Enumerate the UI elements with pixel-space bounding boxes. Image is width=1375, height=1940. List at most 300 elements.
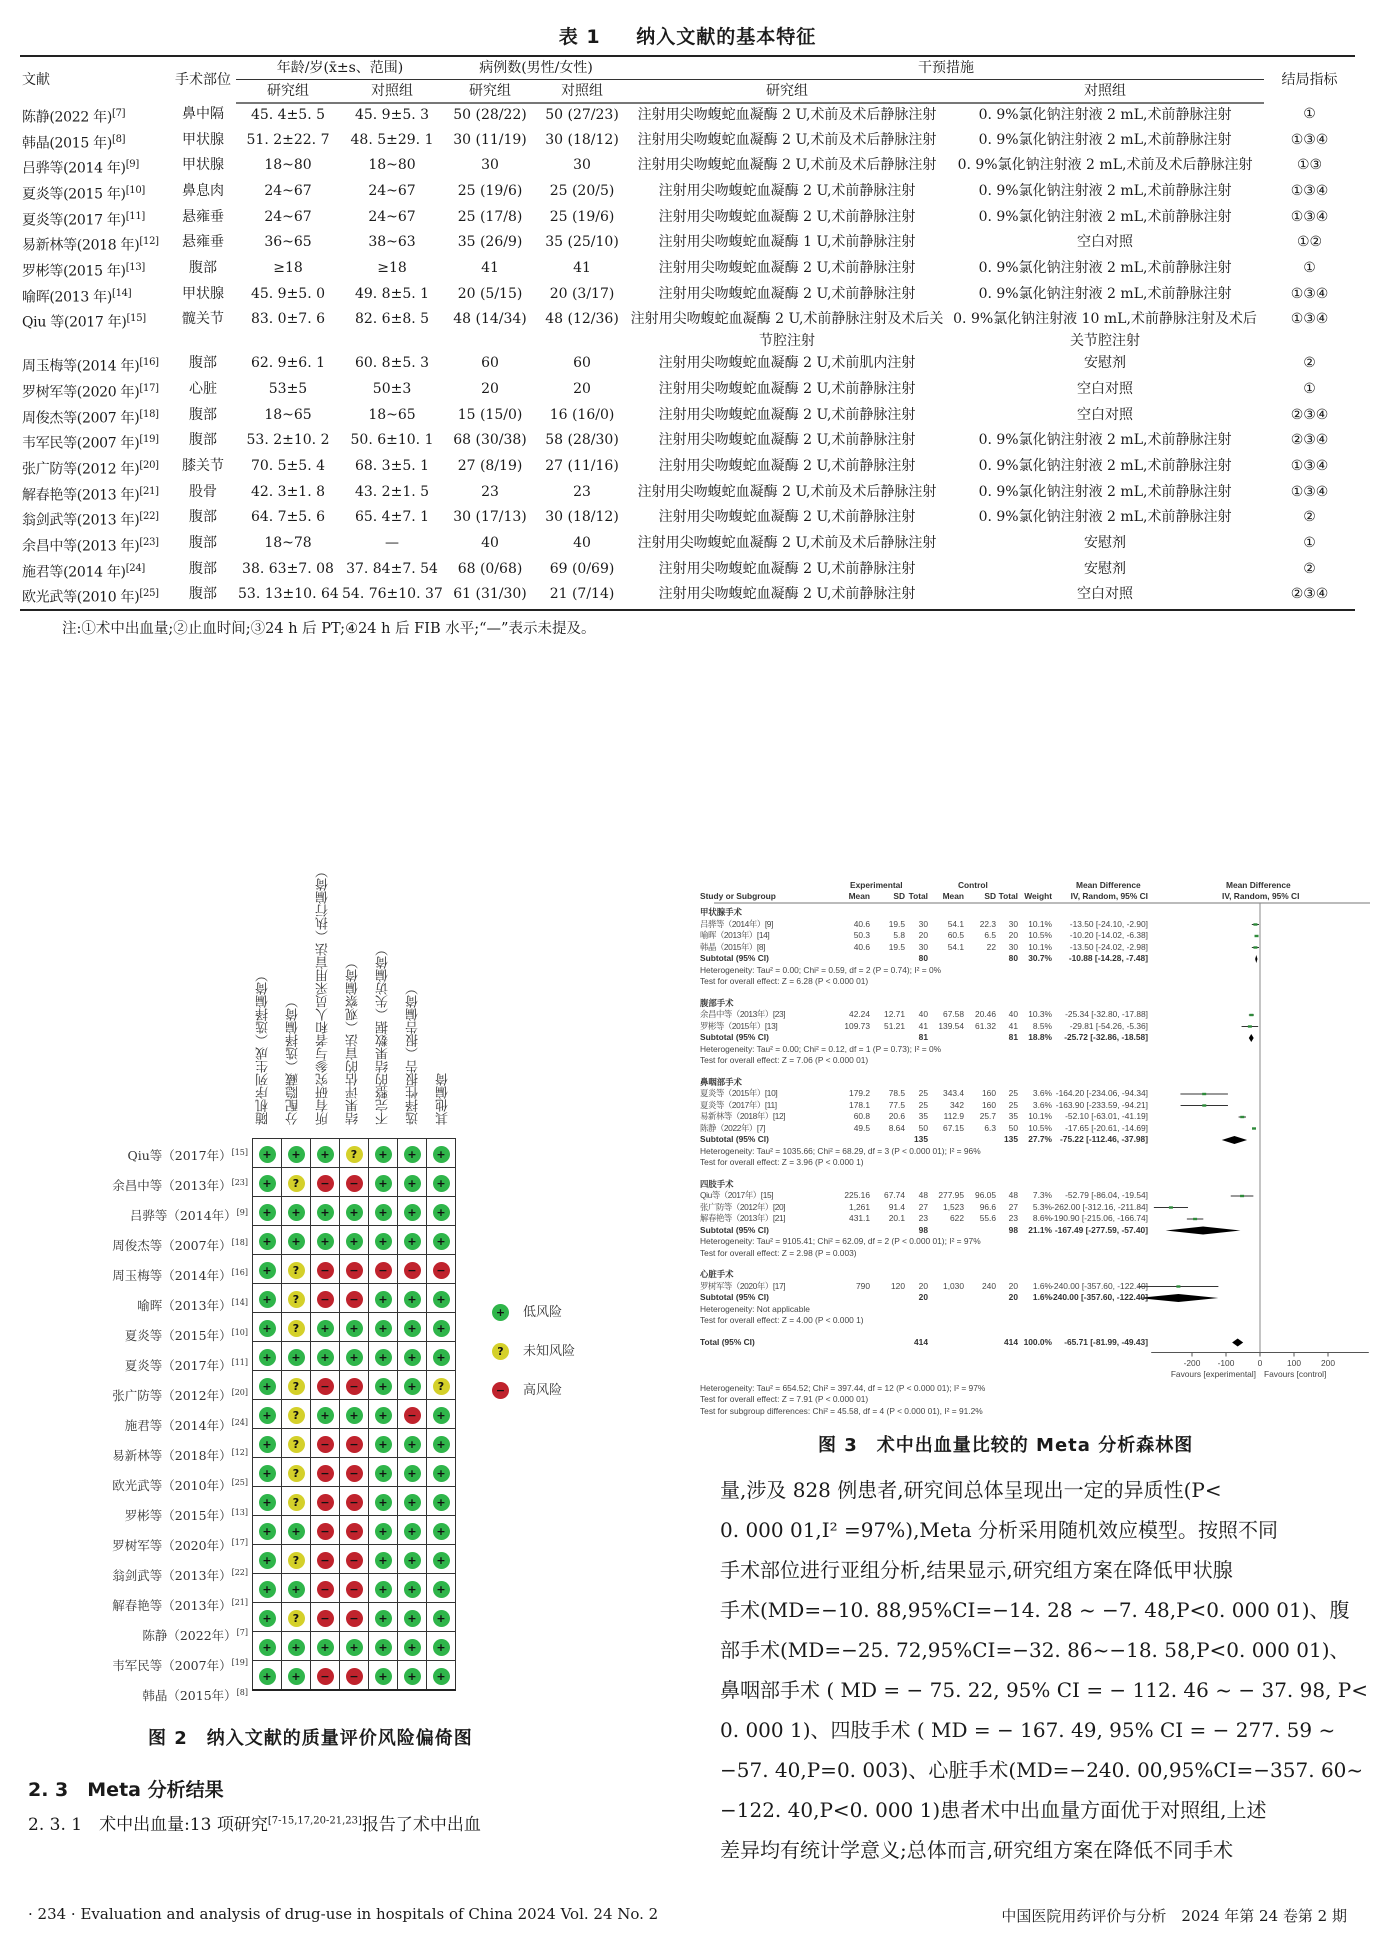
study-esd: 67.74 [884, 1190, 905, 1200]
unclear-risk-icon: ? [433, 1378, 450, 1395]
subtotal-ci: -240.00 [-357.60, -122.40] [1050, 1292, 1148, 1302]
subtotal-exp-total: 135 [914, 1134, 928, 1144]
study-label [40, 1378, 248, 1408]
cell-age-s: 42. 3±1. 8 [250, 483, 326, 500]
rob-cell [253, 1139, 282, 1168]
low-risk-icon: + [259, 1552, 276, 1569]
study-cm: 277.95 [938, 1190, 964, 1200]
rob-cell [427, 1458, 456, 1487]
ref-text: 夏炎等(2017 年) [22, 212, 126, 229]
header-cases-study: 研究组 [444, 80, 536, 104]
study-cm: 343.4 [943, 1088, 964, 1098]
study-csd: 160 [982, 1088, 996, 1098]
table-row [20, 558, 1355, 584]
rob-cell [398, 1342, 427, 1371]
study-em: 40.6 [853, 941, 870, 952]
study-cm: 54.1 [947, 918, 964, 929]
table-row [20, 404, 1355, 430]
cell-int-s: 注射用尖吻蝮蛇血凝酶 2 U,术前及术后静脉注射 [637, 131, 937, 148]
rob-cell [369, 1313, 398, 1342]
study-point [1255, 935, 1259, 937]
cell-age-c: 38~63 [368, 234, 416, 251]
cell-ref [20, 404, 170, 430]
cell-age-c: ≥18 [377, 259, 407, 276]
table-row [20, 583, 1355, 610]
rob-cell [398, 1371, 427, 1400]
study-esd: 5.8 [893, 930, 905, 940]
rob-row [253, 1429, 456, 1458]
study-cite: [20] [231, 1388, 248, 1397]
study-csd: 6.3 [984, 1122, 996, 1133]
cell-ref [20, 455, 170, 481]
header-int-control: 对照组 [946, 80, 1264, 104]
study-esd: 91.4 [888, 1201, 905, 1212]
study-cite: [9] [236, 1208, 248, 1217]
rob-cell [398, 1313, 427, 1342]
low-risk-icon: + [346, 1204, 363, 1221]
cell-n-s: 50 (28/22) [453, 107, 527, 123]
rob-cell [427, 1371, 456, 1400]
ref-text: 翁剑武等(2013 年) [22, 512, 140, 529]
total-label: Total (95% CI) [700, 1336, 755, 1347]
study-esd: 120 [891, 1280, 905, 1291]
study-en: 50 [918, 1122, 928, 1133]
study-cm: 342 [950, 1099, 964, 1110]
low-risk-icon: + [346, 1320, 363, 1337]
high-risk-icon: − [317, 1523, 334, 1540]
subtotal-weight: 18.8% [1028, 1032, 1052, 1042]
rob-cell [369, 1603, 398, 1632]
cell-int-c: 空白对照 [1077, 234, 1134, 251]
low-risk-icon: + [317, 1320, 334, 1337]
rob-cell [427, 1400, 456, 1429]
cell-ref [20, 206, 170, 232]
cell-age-s: 38. 63±7. 08 [242, 560, 334, 577]
rob-cell [311, 1371, 340, 1400]
study-csd: 96.05 [975, 1190, 996, 1200]
ref-cite: [17] [139, 382, 159, 394]
low-risk-icon: + [288, 1523, 305, 1540]
cell-int-s: 注射用尖吻蝮蛇血凝酶 2 U,术前静脉注射 [658, 182, 916, 199]
study-esd: 19.5 [888, 941, 905, 952]
rob-row [253, 1313, 456, 1342]
low-risk-icon: + [317, 1407, 334, 1424]
header-cases-control: 对照组 [536, 80, 628, 104]
study-label: 陈静（2022年）[7] [700, 1122, 766, 1133]
header-age: 年龄/岁(x̄±s、范围) [236, 56, 444, 80]
cell-n-c: 35 (25/10) [545, 234, 619, 251]
rob-cell [369, 1284, 398, 1313]
subtotal-diamond [1166, 1227, 1241, 1235]
subsection-cite: [7-15,17,20-21,23] [267, 1815, 362, 1827]
study-w: 8.6% [1032, 1213, 1052, 1223]
table-row [20, 154, 1355, 180]
cell-int-s: 注射用尖吻蝮蛇血凝酶 2 U,术前静脉注射及术后关节腔注射 [630, 311, 944, 350]
cell-int-c: 0. 9%氯化钠注射液 2 mL,术前静脉注射 [978, 285, 1232, 302]
header-cases: 病例数(男性/女性) [444, 56, 628, 80]
study-em: 50.3 [853, 930, 870, 940]
heterogeneity: Heterogeneity: Not applicable [700, 1303, 810, 1314]
study-name: 周玉梅等（2014年） [112, 1268, 232, 1284]
low-risk-icon: + [288, 1146, 305, 1163]
heterogeneity: Heterogeneity: Tau² = 0.00; Chi² = 0.59, df = 2 (P = 0.74); I² = 0% [700, 964, 942, 975]
study-cite: [24] [231, 1418, 248, 1427]
subtotal-label: Subtotal (95% CI) [700, 1292, 769, 1302]
study-esd: 20.1 [888, 1213, 905, 1223]
rob-cell [340, 1400, 369, 1429]
cell-out: ① [1303, 380, 1316, 397]
low-risk-icon: + [375, 1668, 392, 1685]
header-method-plot: IV, Random, 95% CI [1222, 891, 1300, 901]
study-cite: [8] [236, 1688, 248, 1697]
heterogeneity: Heterogeneity: Tau² = 1035.66; Chi² = 68.29, df = 3 (P < 0.000 01); I² = 96% [700, 1145, 981, 1156]
study-w: 10.3% [1028, 1009, 1052, 1019]
subgroup-differences: Test for subgroup differences: Chi² = 45.58, df = 4 (P < 0.000 01), I² = 91.2% [700, 1405, 983, 1416]
study-label: 吕骅等（2014年）[9] [700, 918, 773, 929]
low-risk-icon: + [433, 1291, 450, 1308]
study-ci: -13.50 [-24.02, -2.98] [1069, 941, 1148, 952]
rob-cell [369, 1429, 398, 1458]
subtotal-label: Subtotal (95% CI) [700, 1224, 769, 1235]
header-outcome: 结局指标 [1264, 56, 1355, 103]
subsection-line [28, 1810, 481, 1835]
cell-int-c: 0. 9%氯化钠注射液 2 mL,术前静脉注射 [978, 483, 1232, 500]
cell-age-s: 24~67 [264, 208, 312, 225]
cell-out: ①③④ [1290, 182, 1329, 199]
header-experimental: Experimental [850, 880, 903, 890]
study-label: 罗彬等（2015年）[13] [700, 1020, 778, 1031]
cell-int-s: 注射用尖吻蝮蛇血凝酶 2 U,术前及术后静脉注射 [637, 157, 937, 174]
cell-n-s: 40 [481, 534, 499, 551]
study-cn: 25 [1008, 1099, 1018, 1110]
low-risk-icon: + [259, 1581, 276, 1598]
rob-cell [253, 1400, 282, 1429]
study-cite: [17] [231, 1538, 248, 1547]
rob-cell [369, 1661, 398, 1691]
rob-cell [427, 1342, 456, 1371]
rob-cell [282, 1545, 311, 1574]
rob-row [253, 1487, 456, 1516]
rob-row [253, 1284, 456, 1313]
low-risk-icon: + [288, 1233, 305, 1250]
study-em: 42.24 [849, 1009, 870, 1019]
low-risk-icon: + [288, 1204, 305, 1221]
high-risk-icon: − [317, 1494, 334, 1511]
header-weight: Weight [1024, 891, 1052, 901]
rob-cell [398, 1255, 427, 1284]
study-label: 余昌中等（2013年）[23] [700, 1009, 786, 1019]
cell-int-s: 注射用尖吻蝮蛇血凝酶 2 U,术前静脉注射 [658, 285, 916, 302]
unclear-risk-icon: ? [288, 1262, 305, 1279]
figure3-caption: 图 3 术中出血量比较的 Meta 分析森林图 [818, 1435, 1194, 1456]
study-point [1176, 1285, 1180, 1287]
study-cm: 622 [950, 1213, 964, 1223]
cell-out: ② [1303, 509, 1316, 526]
cell-n-s: 30 (17/13) [453, 509, 527, 526]
rob-cell [311, 1545, 340, 1574]
cell-n-s: 23 [481, 483, 499, 500]
low-risk-icon: + [404, 1639, 421, 1656]
study-en: 40 [918, 1009, 928, 1019]
low-risk-icon: + [259, 1262, 276, 1279]
high-risk-icon: − [346, 1262, 363, 1279]
study-cm: 1,523 [943, 1201, 964, 1212]
study-esd: 78.5 [888, 1088, 905, 1098]
study-point [1252, 1127, 1256, 1129]
cell-site: 鼻中隔 [182, 106, 224, 122]
low-risk-icon: + [404, 1436, 421, 1453]
study-label: 罗树军等（2020年）[17] [700, 1280, 786, 1291]
low-risk-icon: + [404, 1581, 421, 1598]
x-tick-label: -200 [1183, 1357, 1201, 1368]
cell-int-c: 0. 9%氯化钠注射液 10 mL,术前静脉注射及术后关节腔注射 [953, 311, 1257, 350]
study-point [1248, 1025, 1252, 1027]
cell-int-s: 注射用尖吻蝮蛇血凝酶 2 U,术前及术后静脉注射 [637, 534, 937, 551]
x-tick-label: 0 [1257, 1357, 1263, 1368]
study-csd: 61.32 [975, 1020, 996, 1031]
header-exp-sd: SD [893, 891, 905, 901]
ref-cite: [14] [112, 287, 132, 299]
study-label: 夏炎等（2015年）[10] [700, 1088, 778, 1098]
subtotal-weight: 1.6% [1032, 1292, 1052, 1302]
study-name: 余昌中等（2013年） [112, 1178, 232, 1194]
study-name: 解春艳等（2013年） [112, 1598, 232, 1614]
table-row [20, 180, 1355, 206]
high-risk-icon: − [317, 1436, 334, 1453]
low-risk-icon: + [317, 1146, 334, 1163]
study-esd: 19.5 [888, 918, 905, 929]
cell-n-c: 25 (19/6) [549, 208, 615, 225]
cell-int-s: 注射用尖吻蝮蛇血凝酶 2 U,术前静脉注射 [658, 259, 916, 276]
cell-int-c: 空白对照 [946, 583, 1264, 610]
low-risk-icon: + [433, 1175, 450, 1192]
rob-cell [253, 1371, 282, 1400]
cell-n-s: 20 [481, 380, 499, 397]
header-ref: 文献 [20, 56, 170, 103]
cell-out: ① [1303, 106, 1316, 122]
rob-cell [311, 1197, 340, 1226]
section-heading: 2. 3 Meta 分析结果 [28, 1779, 224, 1801]
cell-age-c: 50±3 [372, 380, 412, 397]
low-risk-icon: + [404, 1465, 421, 1482]
total-overall-effect: Test for overall effect: Z = 7.91 (P < 0.000 01) [700, 1394, 869, 1404]
rob-cell [282, 1574, 311, 1603]
rob-cell [340, 1168, 369, 1197]
study-ci: -262.00 [-312.16, -211.84] [1051, 1201, 1148, 1212]
subtotal-ci: -75.22 [-112.46, -37.98] [1060, 1134, 1148, 1144]
header-ctl-total: Total [998, 891, 1018, 901]
study-label: 张广防等（2012年）[20] [700, 1201, 786, 1212]
study-name: 夏炎等（2015年） [124, 1328, 232, 1344]
legend-low-label: 低风险 [523, 1305, 563, 1320]
low-risk-icon: + [259, 1639, 276, 1656]
table-row [20, 308, 1355, 352]
cell-age-s: 53±5 [268, 380, 308, 397]
total-exp: 414 [914, 1336, 928, 1347]
rob-cell [340, 1313, 369, 1342]
unclear-risk-icon: ? [288, 1610, 305, 1627]
low-risk-icon: + [404, 1291, 421, 1308]
cell-n-s: 68 (30/38) [453, 432, 527, 449]
ref-text: 罗彬等(2015 年) [22, 263, 126, 280]
cell-age-c: 54. 76±10. 37 [340, 583, 444, 610]
study-label: 解春艳等（2013年）[21] [700, 1213, 786, 1223]
low-risk-icon: + [375, 1233, 392, 1250]
study-point [1240, 1116, 1244, 1118]
cell-out: ①③ [1296, 157, 1323, 174]
table-row [20, 257, 1355, 283]
rob-cell [340, 1632, 369, 1661]
rob-row [253, 1632, 456, 1661]
study-en: 27 [918, 1201, 928, 1212]
study-cn: 41 [1008, 1020, 1018, 1031]
legend-high-label: 高风险 [523, 1383, 563, 1398]
rob-cell [427, 1168, 456, 1197]
study-csd: 22.3 [979, 918, 996, 929]
cell-site: 腹部 [189, 406, 217, 423]
body-line: 差异均有统计学意义;总体而言,研究组方案在降低不同手术 [720, 1838, 1234, 1862]
cell-age-s: 24~67 [264, 182, 312, 199]
low-risk-icon: + [375, 1378, 392, 1395]
study-label [40, 1138, 248, 1168]
low-risk-icon: + [404, 1233, 421, 1250]
cell-ref [20, 154, 170, 180]
study-label [40, 1438, 248, 1468]
ref-cite: [10] [125, 184, 146, 196]
cell-out: ②③④ [1264, 583, 1355, 610]
cell-int-c: 0. 9%氯化钠注射液 2 mL,术前静脉注射 [978, 208, 1232, 225]
rob-cell [398, 1574, 427, 1603]
study-label [40, 1498, 248, 1528]
cell-int-s: 注射用尖吻蝮蛇血凝酶 2 U,术前静脉注射 [658, 457, 916, 474]
total-ctl: 414 [1004, 1336, 1018, 1347]
rob-cell [369, 1400, 398, 1429]
rob-cell [282, 1661, 311, 1691]
study-en: 35 [918, 1111, 928, 1121]
low-risk-icon: + [375, 1436, 392, 1453]
rob-row [253, 1342, 456, 1371]
rob-cell [369, 1632, 398, 1661]
study-label [40, 1348, 248, 1378]
low-risk-icon: + [317, 1233, 334, 1250]
cell-n-s: 60 [481, 355, 499, 372]
characteristics-table [20, 55, 1355, 611]
high-risk-icon: − [317, 1668, 334, 1685]
cell-n-s: 48 (14/34) [453, 311, 527, 328]
cell-int-s: 注射用尖吻蝮蛇血凝酶 1 U,术前静脉注射 [658, 234, 916, 251]
total-ci: -65.71 [-81.99, -49.43] [1064, 1336, 1148, 1347]
cell-n-s: 25 (19/6) [457, 182, 523, 199]
high-risk-icon: − [346, 1668, 363, 1685]
study-cn: 40 [1008, 1009, 1018, 1019]
rob-row [253, 1545, 456, 1574]
study-ci: -25.34 [-32.80, -17.88] [1065, 1009, 1148, 1019]
subtotal-exp-total: 98 [918, 1224, 928, 1235]
subgroup-title: 心脏手术 [700, 1269, 734, 1279]
low-risk-icon: + [433, 1320, 450, 1337]
study-en: 30 [918, 918, 928, 929]
legend-high [492, 1379, 562, 1399]
table-row [20, 429, 1355, 455]
ref-text: 夏炎等(2015 年) [22, 186, 126, 203]
header-exp-total: Total [908, 891, 928, 901]
table-row [20, 378, 1355, 404]
ref-cite: [16] [139, 357, 159, 369]
unclear-risk-icon: ? [288, 1175, 305, 1192]
ref-cite: [21] [139, 485, 159, 497]
low-risk-icon: + [433, 1668, 450, 1685]
subtotal-ctl-total: 98 [1008, 1224, 1018, 1235]
study-cn: 30 [1008, 941, 1018, 952]
rob-cell [311, 1255, 340, 1284]
rob-cell [253, 1284, 282, 1313]
high-risk-icon: − [317, 1610, 334, 1627]
subgroup-title: 鼻咽部手术 [700, 1076, 742, 1087]
subtotal-exp-total: 20 [918, 1292, 928, 1302]
rob-cell [427, 1313, 456, 1342]
rob-cell [398, 1284, 427, 1313]
study-cite: [23] [231, 1178, 248, 1187]
study-point [1193, 1218, 1197, 1220]
low-risk-icon: + [346, 1639, 363, 1656]
cell-n-s: 61 (31/30) [444, 583, 536, 610]
cell-ref [20, 429, 170, 455]
cell-n-s: 41 [481, 259, 499, 276]
legend-unknown-icon: ? [492, 1343, 509, 1360]
cell-int-c: 0. 9%氯化钠注射液 2 mL,术前静脉注射 [978, 182, 1232, 199]
study-em: 40.6 [853, 918, 870, 929]
low-risk-icon: + [433, 1639, 450, 1656]
cell-out: ②③④ [1290, 432, 1329, 449]
high-risk-icon: − [317, 1291, 334, 1308]
study-w: 10.1% [1028, 1111, 1052, 1121]
subtotal-ci: -167.49 [-277.59, -57.40] [1054, 1224, 1148, 1235]
ref-cite: [13] [125, 261, 146, 273]
low-risk-icon: + [433, 1204, 450, 1221]
low-risk-icon: + [259, 1204, 276, 1221]
study-label [40, 1168, 248, 1198]
cell-age-s: 45. 4±5. 5 [250, 107, 326, 123]
high-risk-icon: − [433, 1262, 450, 1279]
ref-text: 陈静(2022 年) [22, 109, 113, 126]
rob-cell [282, 1313, 311, 1342]
ref-text: 喻晖(2013 年) [22, 289, 113, 306]
rob-cell [427, 1487, 456, 1516]
subtotal-diamond [1255, 955, 1257, 963]
favours-experimental: Favours [experimental] [1170, 1368, 1256, 1379]
high-risk-icon: − [346, 1552, 363, 1569]
study-en: 25 [918, 1099, 928, 1110]
rob-cell [311, 1168, 340, 1197]
table-row [20, 352, 1355, 378]
high-risk-icon: − [346, 1523, 363, 1540]
study-cite: [13] [231, 1508, 248, 1517]
rob-row [253, 1168, 456, 1197]
subgroup-title: 四肢手术 [700, 1178, 734, 1189]
study-en: 48 [918, 1190, 928, 1200]
study-en: 20 [918, 1280, 928, 1291]
rob-cell [398, 1139, 427, 1168]
cell-ref [20, 481, 170, 507]
ref-cite: [24] [125, 562, 146, 574]
body-line: 手术部位进行亚组分析,结果显示,研究组方案在降低甲状腺 [720, 1558, 1233, 1582]
low-risk-icon: + [375, 1552, 392, 1569]
cell-age-s: 18~65 [264, 406, 312, 423]
study-name: 喻晖（2013年） [137, 1298, 232, 1314]
study-w: 5.3% [1032, 1201, 1052, 1212]
rob-cell [282, 1168, 311, 1197]
study-w: 8.5% [1032, 1020, 1052, 1031]
